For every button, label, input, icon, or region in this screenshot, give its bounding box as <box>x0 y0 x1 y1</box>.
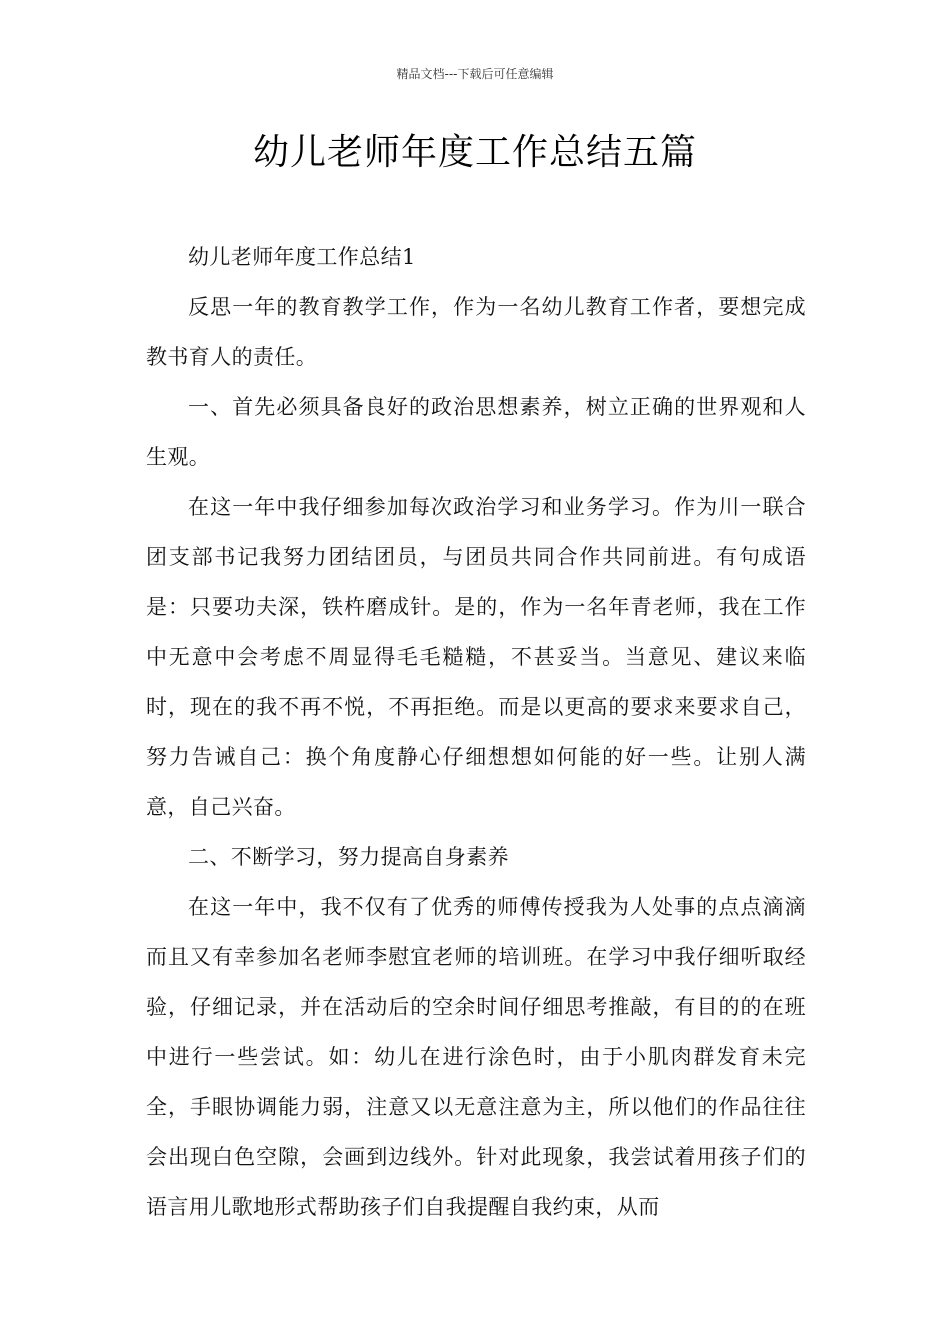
page-header: 精品文档---下载后可任意编辑 <box>396 67 554 81</box>
body-paragraph: 在这一年中我仔细参加每次政治学习和业务学习。作为川一联合团支部书记我努力团结团员，与团员共同合作共同前进。有句成语是：只要功夫深，铁杵磨成针。是的，作为一名年青老师，我在工作中无意中会考虑不周显得毛毛糙糙，不甚妥当。当意见、建议来临时，现在的我不再不悦，不再拒绝。而是以更高的要求来要求自己，努力告诫自己：换个角度静心仔细想想如何能的好一些。让别人满意，自己兴奋。 <box>146 495 806 819</box>
document-title: 幼儿老师年度工作总结五篇 <box>252 132 697 173</box>
body-paragraph: 一、首先必须具备良好的政治思想素养，树立正确的世界观和人生观。 <box>146 395 806 469</box>
body-paragraph: 在这一年中，我不仅有了优秀的师傅传授我为人处事的点点滴滴而且又有幸参加名老师李慰宜老师的培训班。在学习中我仔细听取经验，仔细记录，并在活动后的空余时间仔细思考推敲，有目的的在班中进行一些尝试。如：幼儿在进行涂色时，由于小肌肉群发育未完全，手眼协调能力弱，注意又以无意注意为主，所以他们的作品往往会出现白色空隙，会画到边线外。针对此现象，我尝试着用孩子们的语言用儿歌地形式帮助孩子们自我提醒自我约束，从而 <box>146 895 806 1219</box>
section-heading: 幼儿老师年度工作总结1 <box>188 245 416 269</box>
document-body <box>146 232 806 1232</box>
body-paragraph: 反思一年的教育教学工作，作为一名幼儿教育工作者，要想完成教书育人的责任。 <box>146 295 806 369</box>
body-paragraph: 二、不断学习，努力提高自身素养 <box>188 845 509 869</box>
